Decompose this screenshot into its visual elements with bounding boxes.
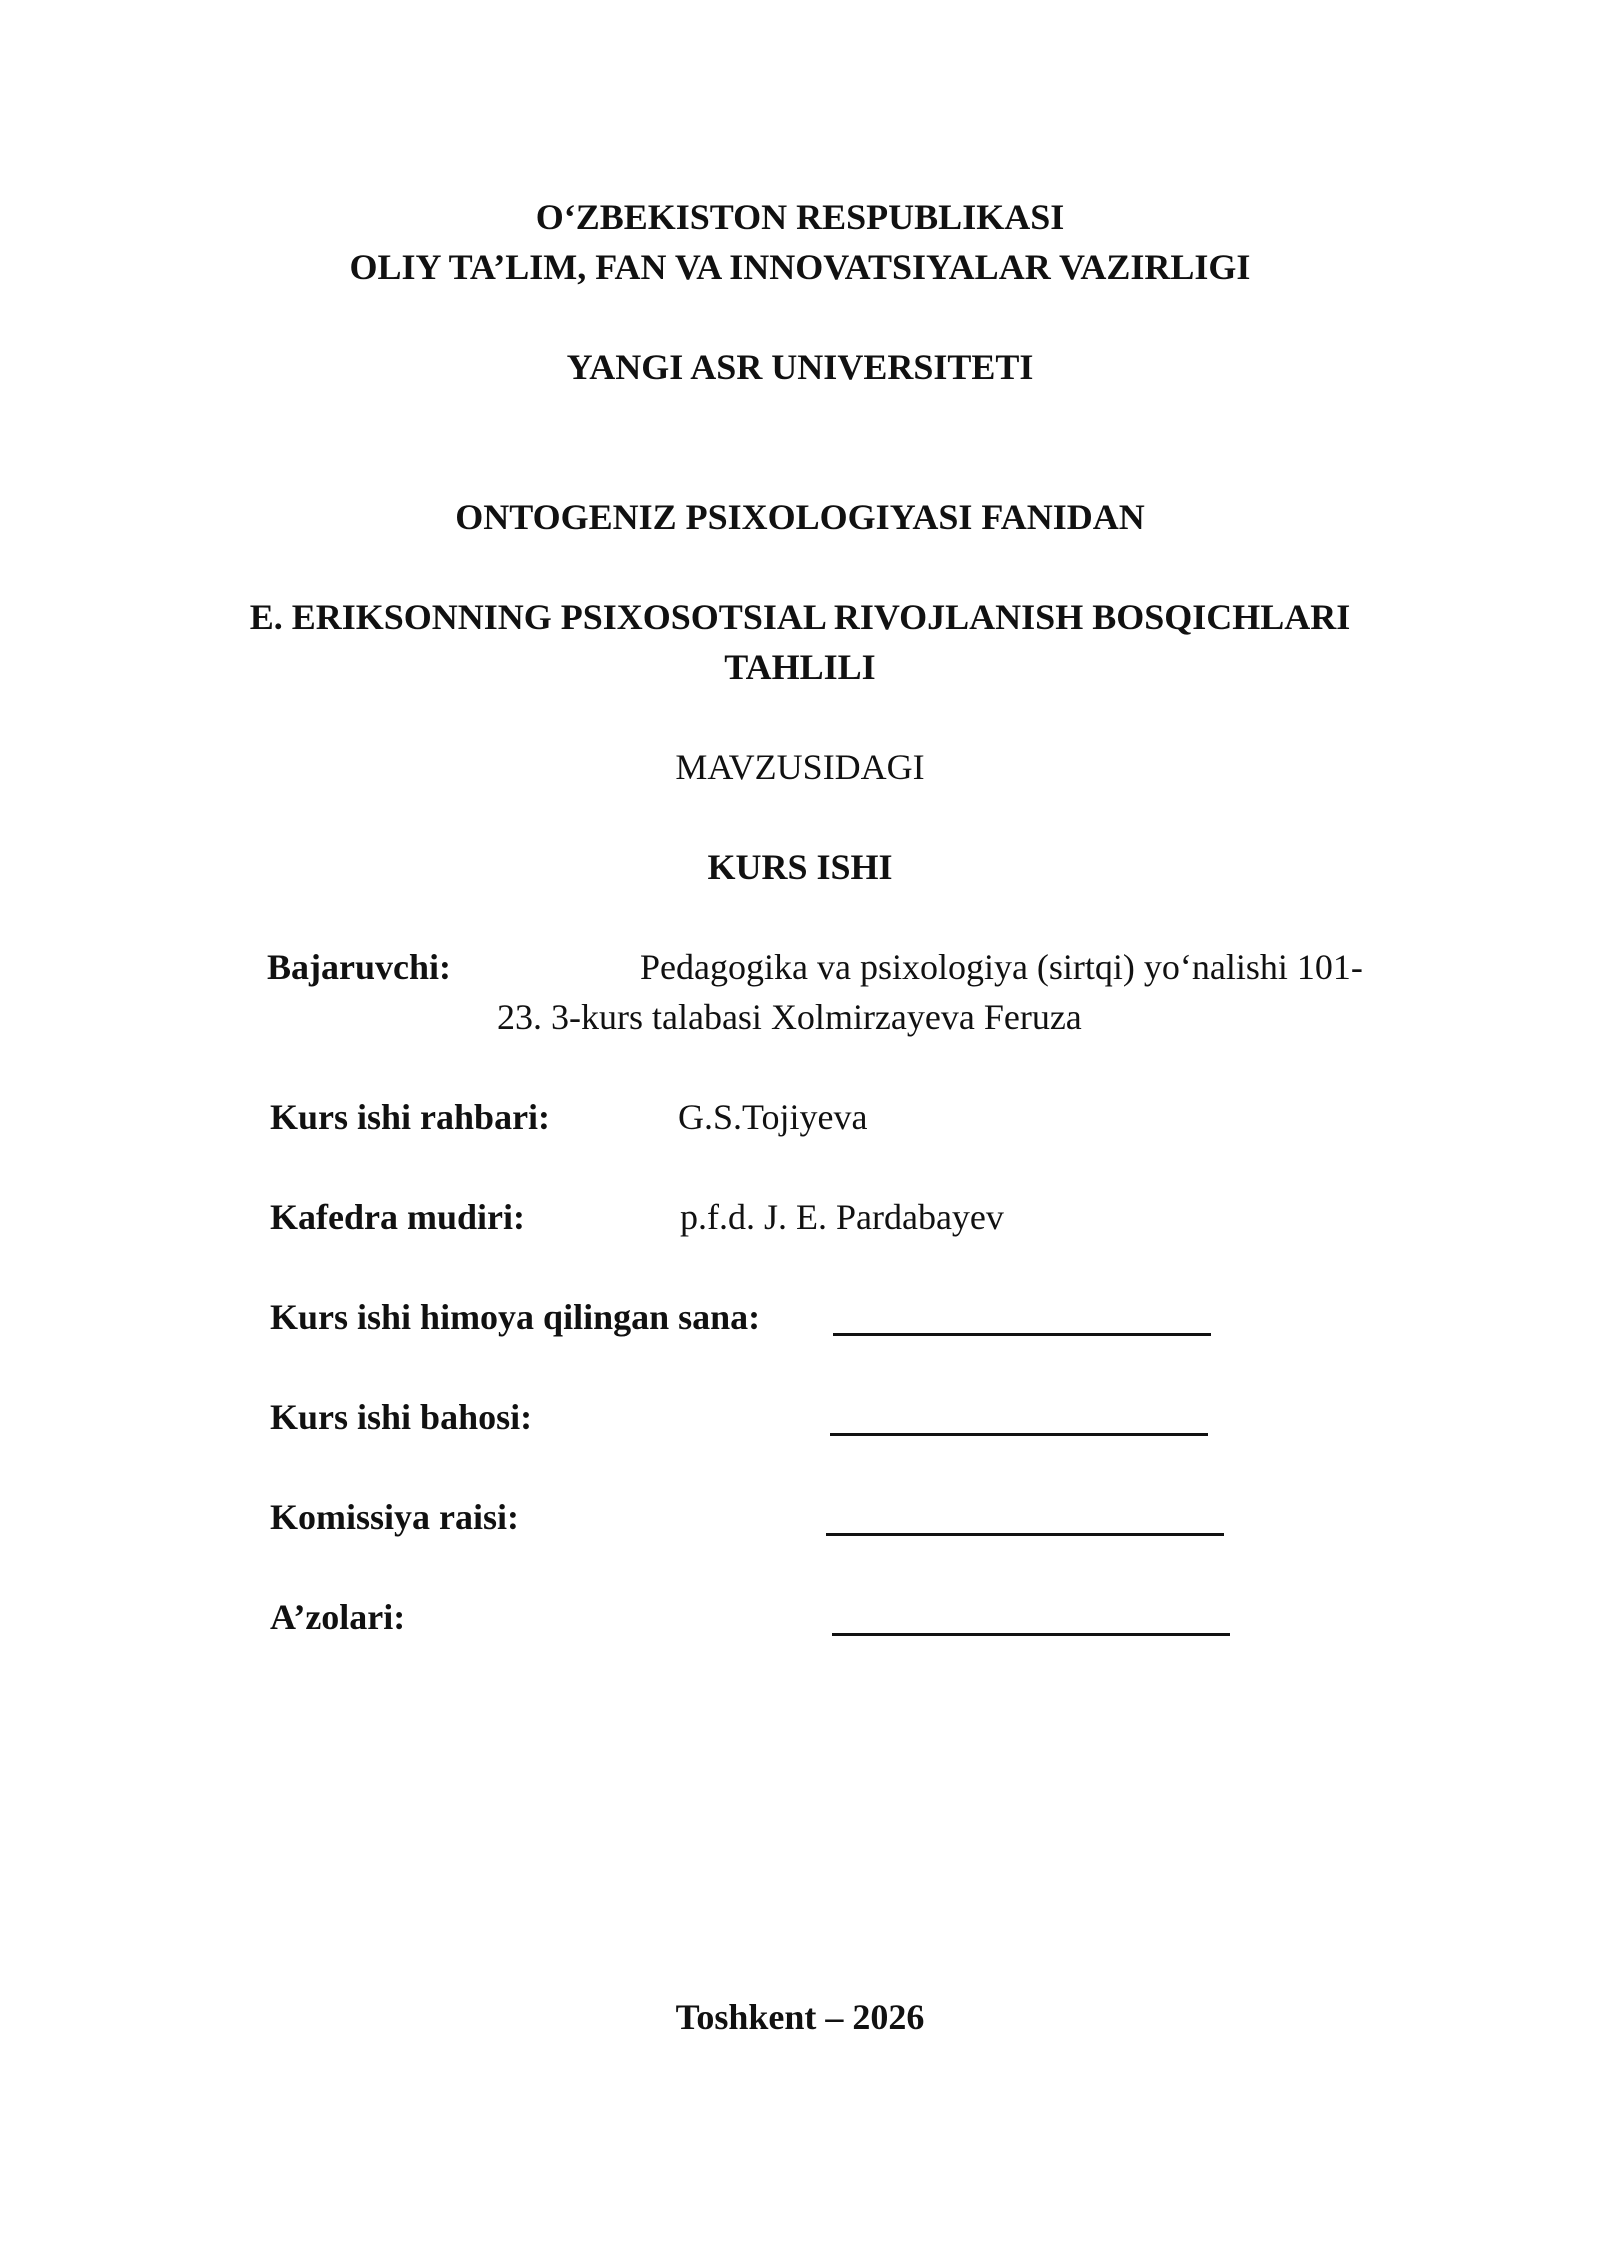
republic-heading: O‘ZBEKISTON RESPUBLIKASI <box>535 197 1065 237</box>
city-year-footer: Toshkent – 2026 <box>675 1997 925 2037</box>
grade-signature-line <box>830 1433 1208 1436</box>
commission-chair-signature-line <box>826 1533 1224 1536</box>
subject-heading: ONTOGENIZ PSIXOLOGIYASI FANIDAN <box>455 497 1145 537</box>
department-head-value: p.f.d. J. E. Pardabayev <box>680 1197 1004 1237</box>
supervisor-value: G.S.Tojiyeva <box>678 1097 868 1137</box>
defense-date-signature-line <box>833 1333 1211 1336</box>
department-head-label: Kafedra mudiri: <box>270 1197 525 1237</box>
grade-label: Kurs ishi bahosi: <box>270 1397 533 1437</box>
university-heading: YANGI ASR UNIVERSITETI <box>566 347 1034 387</box>
topic-title-line-2: TAHLILI <box>724 647 876 687</box>
topic-title-line-1: E. ERIKSONNING PSIXOSOTSIAL RIVOJLANISH BOSQICHLARI <box>249 597 1351 637</box>
executor-label: Bajaruvchi: <box>267 947 451 987</box>
topic-suffix: MAVZUSIDAGI <box>675 747 925 787</box>
members-label: A’zolari: <box>270 1597 406 1637</box>
members-signature-line <box>832 1633 1230 1636</box>
ministry-heading: OLIY TA’LIM, FAN VA INNOVATSIYALAR VAZIRLIGI <box>349 247 1251 287</box>
supervisor-label: Kurs ishi rahbari: <box>270 1097 551 1137</box>
work-type-heading: KURS ISHI <box>707 847 893 887</box>
defense-date-label: Kurs ishi himoya qilingan sana: <box>270 1297 761 1337</box>
commission-chair-label: Komissiya raisi: <box>270 1497 519 1537</box>
executor-value-line-1: Pedagogika va psixologiya (sirtqi) yo‘nalishi 101- <box>640 947 1363 987</box>
executor-value-line-2: 23. 3-kurs talabasi Xolmirzayeva Feruza <box>497 997 1082 1037</box>
